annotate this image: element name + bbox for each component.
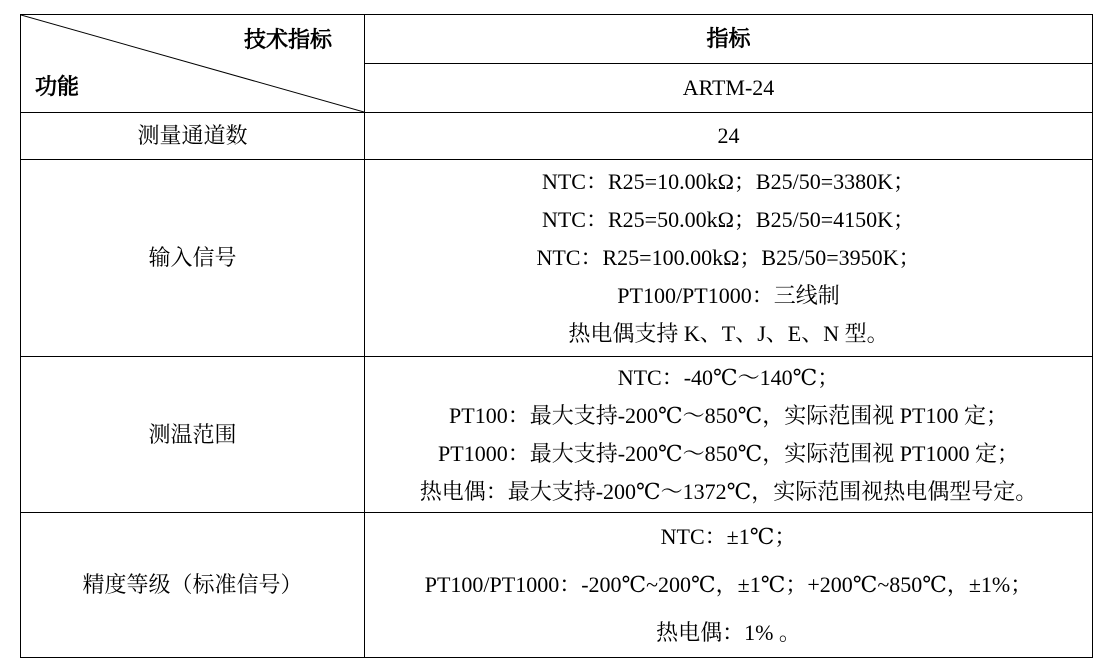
value-line: NTC：R25=10.00kΩ；B25/50=3380K； [541, 169, 915, 194]
corner-bottom-label: 功能 [35, 74, 80, 99]
value-line: PT1000：最大支持-200℃～850℃，实际范围视 PT1000 定； [438, 440, 1019, 466]
value-line: 热电偶：最大支持-200℃～1372℃，实际范围视热电偶型号定。 [419, 478, 1038, 504]
value-line: PT100/PT1000：-200℃~200℃，±1℃；+200℃~850℃，±1%； [424, 572, 1033, 597]
table-row [21, 113, 1093, 160]
value-line: NTC：R25=50.00kΩ；B25/50=4150K； [541, 207, 915, 232]
row-label: 输入信号 [21, 160, 365, 357]
row-value [365, 113, 1093, 160]
value-line: 热电偶：1% 。 [656, 620, 801, 645]
value-line: PT100/PT1000：三线制 [617, 283, 840, 308]
diagonal-header-cell [21, 15, 365, 113]
value-line: 24 [717, 123, 740, 148]
corner-top-label: 技术指标 [243, 27, 332, 52]
value-line: 热电偶支持 K、T、J、E、N 型。 [568, 321, 889, 346]
value-line: NTC：-40℃～140℃； [617, 364, 840, 390]
row-value [365, 160, 1093, 357]
value-line: NTC：±1℃； [660, 524, 797, 549]
header-row [21, 15, 1093, 64]
row-label: 测量通道数 [21, 113, 365, 160]
row-label: 测温范围 [21, 357, 365, 513]
row-value [365, 513, 1093, 658]
table-row [21, 357, 1093, 513]
column-title: 指标 [365, 15, 1093, 64]
value-line: PT100：最大支持-200℃～850℃，实际范围视 PT100 定； [449, 402, 1008, 428]
model-name: ARTM-24 [365, 64, 1093, 113]
spec-table [20, 14, 1093, 658]
row-value [365, 357, 1093, 513]
row-label: 精度等级（标准信号） [21, 513, 365, 658]
table-row [21, 513, 1093, 658]
value-line: NTC：R25=100.00kΩ；B25/50=3950K； [536, 245, 921, 270]
table-row [21, 160, 1093, 357]
